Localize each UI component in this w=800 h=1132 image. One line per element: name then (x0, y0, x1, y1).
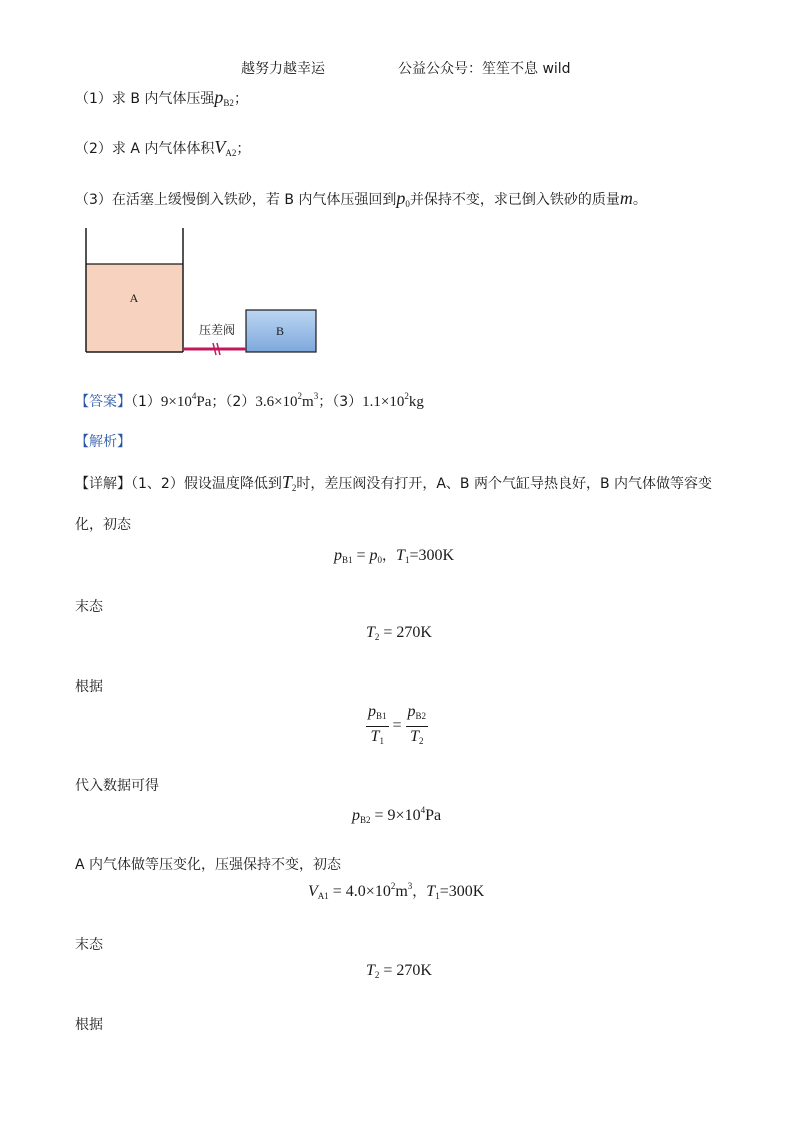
question-1-text: （1）求 B 内气体压强 (75, 91, 215, 107)
eq3-n1: p (368, 703, 376, 720)
eq5-rhs: = 4.0×10 (328, 883, 391, 900)
eq4-unit: Pa (425, 807, 442, 824)
detail-line-2: 化，初态 (75, 517, 131, 533)
answer-sep-2: ； (318, 394, 333, 410)
equation-3 (366, 702, 428, 751)
eq3-eq: = (388, 717, 406, 735)
answer-1-exp: 4 (191, 391, 197, 401)
eq5-unit-exp: 3 (407, 881, 413, 891)
eq2-t-sub: 2 (374, 632, 380, 642)
final-state-1: 末态 (75, 599, 103, 615)
answer-line (75, 391, 424, 411)
answer-3-exp: 2 (404, 391, 409, 401)
question-1-end: ； (233, 91, 248, 107)
answer-2-unit-exp: 3 (313, 391, 319, 401)
eq3-d1: T (370, 728, 380, 745)
eq4-rhs: = 9×10 (370, 807, 421, 824)
detail-line-1b: 时，差压阀没有打开，A、B 两个气缸导热良好，B 内气体做等容变 (296, 476, 713, 492)
eq3-d2-sub: 2 (419, 736, 424, 746)
eq3-n2: p (407, 703, 416, 720)
question-1-sub: B2 (223, 98, 234, 108)
header-right: 公益公众号：笙笙不息 wild (398, 61, 571, 77)
answer-3-prefix: （3） (332, 394, 363, 410)
label-a: A (129, 291, 139, 305)
detail-line-1a: （1、2）假设温度降低到 (131, 476, 282, 492)
eq2-t: T (366, 624, 375, 641)
question-1-var: p (214, 87, 224, 107)
equation-1 (334, 545, 454, 565)
eq5-lhs: V (308, 883, 318, 900)
eq3-frac-right (406, 702, 429, 751)
detail-t-sub: 2 (291, 483, 297, 493)
answer-1-coef: 9×10 (160, 394, 192, 410)
eq1-t-sub: 1 (404, 555, 410, 565)
eq1-lhs-sub: B1 (342, 555, 353, 565)
question-2-var: V (214, 137, 226, 157)
valve-label: 压差阀 (198, 323, 236, 337)
eq4-lhs: p (352, 807, 360, 824)
answer-1-prefix: （1） (131, 394, 161, 410)
eq5-t-sub: 1 (435, 891, 440, 901)
eq1-rhs: p (369, 547, 378, 564)
cylinder-a-gas (86, 264, 183, 352)
answer-sep-1: ； (211, 394, 226, 410)
eq3-d2: T (410, 728, 419, 745)
detail-line-1 (75, 472, 712, 493)
equation-2 (366, 624, 432, 642)
question-3-text2: 并保持不变，求已倒入铁砂的质量 (409, 192, 620, 208)
eq6-t: T (366, 962, 375, 979)
eq5-t: T (426, 883, 436, 900)
question-3-end: 。 (632, 192, 647, 208)
answer-3-coef: 1.1×10 (362, 394, 405, 410)
eq6-t-sub: 2 (374, 970, 380, 980)
equation-5 (308, 881, 484, 901)
eq5-t-val: =300K (439, 883, 485, 900)
eq1-rhs-sub: 0 (377, 555, 383, 565)
question-2-end: ； (236, 141, 251, 157)
detail-tag: 【详解】 (75, 476, 131, 492)
eq1-eq: = (352, 547, 370, 564)
header-left: 越努力越幸运 (241, 61, 325, 77)
eq5-lhs-sub: A1 (317, 891, 329, 901)
answer-2-unit: m (302, 394, 314, 410)
substitute-text: 代入数据可得 (75, 778, 159, 794)
eq2-val: = 270K (379, 624, 432, 641)
basis-2: 根据 (75, 1017, 103, 1033)
eq5-exp: 2 (390, 881, 396, 891)
eq3-n2-sub: B2 (415, 711, 427, 721)
eq4-lhs-sub: B2 (360, 815, 371, 825)
cylinder-diagram (80, 222, 330, 362)
label-b: B (275, 324, 285, 338)
question-2 (75, 137, 250, 158)
question-3-var1: p (396, 188, 406, 208)
detail-t-var: T (281, 472, 292, 492)
question-3-text1: （3）在活塞上缓慢倒入铁砂，若 B 内气体压强回到 (75, 192, 397, 208)
eq3-d1-sub: 1 (379, 736, 384, 746)
question-3-var2: m (619, 188, 633, 208)
equation-4 (352, 805, 441, 825)
answer-2-coef: 3.6×10 (255, 394, 298, 410)
a-text: A 内气体做等压变化，压强保持不变，初态 (75, 857, 342, 873)
answer-tag: 【答案】 (75, 394, 131, 410)
question-3 (75, 188, 647, 209)
eq3-n1-sub: B1 (376, 711, 387, 721)
basis-1: 根据 (75, 679, 103, 695)
eq4-exp: 4 (420, 805, 426, 815)
answer-3-unit: kg (408, 394, 424, 410)
equation-6 (366, 962, 432, 980)
eq1-t: T (396, 547, 405, 564)
eq6-val: = 270K (379, 962, 432, 979)
eq5-comma: ， (412, 884, 427, 900)
eq1-t-val: =300K (409, 547, 455, 564)
question-3-sub1: 0 (405, 199, 410, 209)
eq3-frac-left (366, 702, 389, 751)
question-1 (75, 87, 248, 108)
answer-1-unit: Pa (196, 394, 212, 410)
eq1-comma: ， (382, 548, 397, 564)
question-2-sub: A2 (225, 148, 237, 158)
final-state-2: 末态 (75, 937, 103, 953)
question-2-text: （2）求 A 内气体体积 (75, 141, 215, 157)
analysis-tag: 【解析】 (75, 434, 131, 450)
answer-2-prefix: （2） (225, 394, 256, 410)
eq5-unit: m (395, 883, 408, 900)
eq1-lhs: p (334, 547, 342, 564)
answer-2-exp: 2 (297, 391, 303, 401)
